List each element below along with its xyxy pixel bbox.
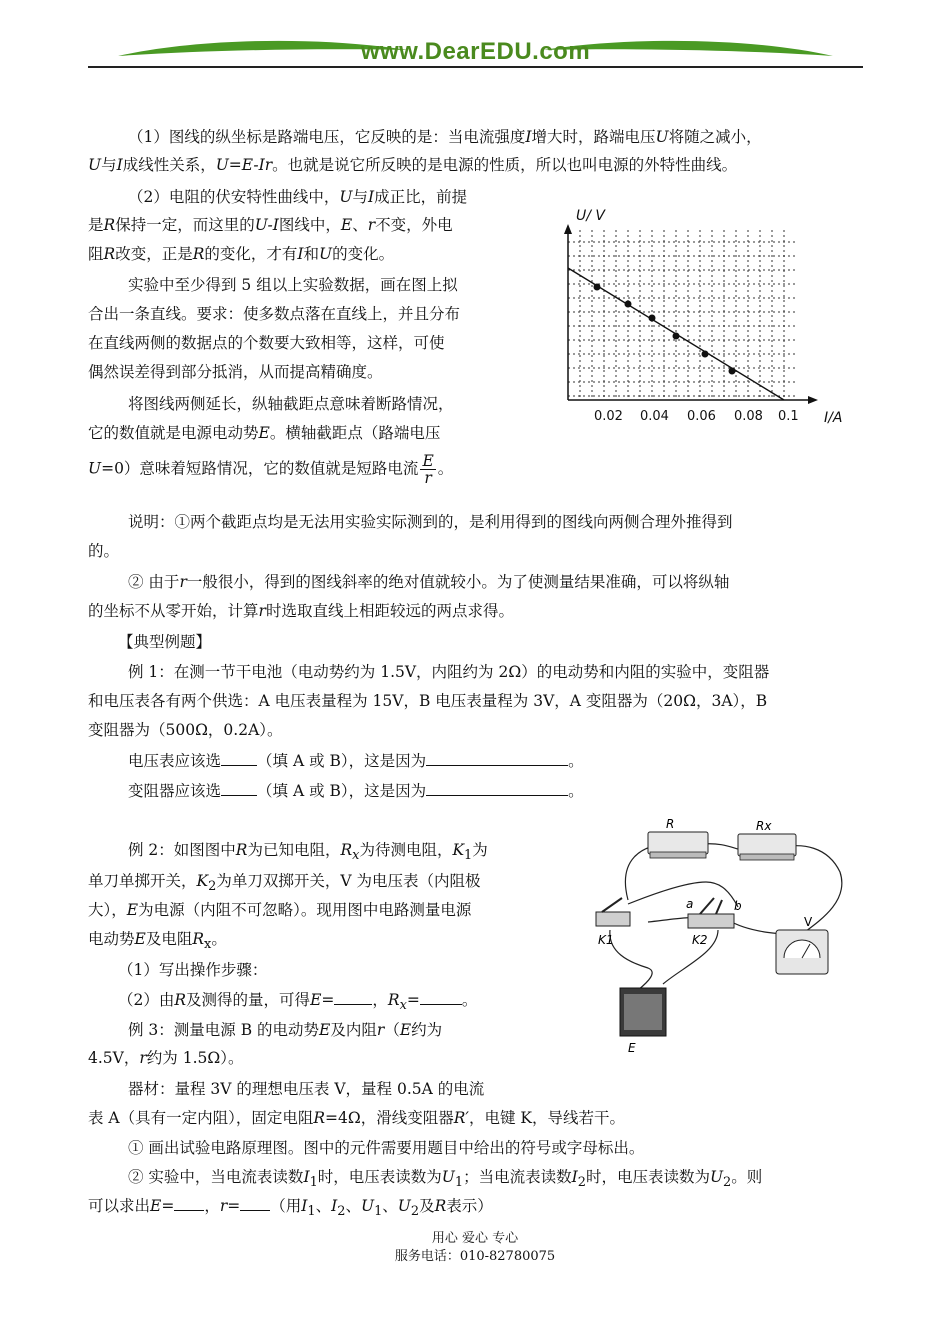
header-rule bbox=[88, 66, 863, 68]
data-point bbox=[673, 333, 680, 340]
ex1-line3: 变阻器为（500Ω，0.2A）。 bbox=[88, 721, 283, 739]
data-point bbox=[702, 351, 709, 358]
ex2-line1: 例 2：如图图中R为已知电阻，$R_x$为待测电阻，$K_1$为 bbox=[128, 841, 488, 864]
x-tick-label: 0.04 bbox=[640, 409, 669, 424]
ui-graph bbox=[560, 200, 860, 450]
ex2-step2: （2）由R及测得的量，可得E= ，$R_x=$ 。 bbox=[118, 988, 477, 1018]
graph-grid bbox=[568, 230, 798, 400]
answer-blank[interactable] bbox=[334, 988, 372, 1005]
x-tick-label: 0.08 bbox=[734, 409, 763, 424]
label-K2: K2 bbox=[692, 933, 708, 947]
ex3-line2: 4.5V，r约为 1.5Ω）。 bbox=[88, 1049, 244, 1067]
switch-K1 bbox=[596, 912, 630, 926]
footer-slogan: 用心 爱心 专心 bbox=[431, 1231, 519, 1246]
para3-line1: 实验中至少得到 5 组以上实验数据，画在图上拟 bbox=[128, 276, 458, 294]
ex3-line6: ② 实验中，当电流表读数$I_1$时，电压表读数为$U_1$；当电流表读数$I_2$时，电压表读数为$U_2$。则 bbox=[128, 1168, 763, 1191]
answer-blank[interactable] bbox=[240, 1194, 270, 1211]
section-title: 【典型例题】 bbox=[118, 633, 212, 651]
answer-blank[interactable] bbox=[426, 749, 568, 766]
label-K1: K1 bbox=[598, 933, 614, 947]
label-a: a bbox=[686, 897, 694, 911]
label-V: V bbox=[804, 915, 813, 929]
x-tick-label: 0.1 bbox=[778, 409, 799, 424]
graph-xlabel: I/A bbox=[824, 410, 843, 426]
x-tick-label: 0.06 bbox=[687, 409, 716, 424]
data-point bbox=[625, 301, 632, 308]
ex1-question1: 电压表应该选 （填 A 或 B），这是因为 。 bbox=[128, 749, 584, 773]
answer-blank[interactable] bbox=[420, 988, 462, 1005]
ex2-line3: 大），E为电源（内阻不可忽略）。现用图中电路测量电源 bbox=[88, 901, 472, 919]
para4-line3: U=0）意味着短路情况，它的数值就是短路电流 $\frac{E}{r}$ 。 bbox=[88, 452, 454, 487]
site-logo-text: www.DearEDU.com bbox=[360, 38, 591, 65]
graph-y-arrow bbox=[564, 224, 572, 234]
label-R: R bbox=[666, 817, 675, 831]
answer-blank[interactable] bbox=[221, 749, 257, 766]
note1-line1: 说明：①两个截距点均是无法用实验实际测到的，是利用得到的图线向两侧合理外推得到 bbox=[128, 513, 733, 531]
para4-line1: 将图线两侧延长，纵轴截距点意味着断路情况， bbox=[128, 395, 454, 413]
circuit-diagram bbox=[588, 812, 868, 1062]
answer-blank[interactable] bbox=[426, 779, 568, 796]
ex1-line2: 和电压表各有两个供选：A 电压表量程为 15V，B 电压表量程为 3V，A 变阻器为（20Ω，3A），B bbox=[88, 692, 768, 710]
switch-K2 bbox=[688, 914, 734, 928]
resistor-R bbox=[648, 832, 708, 854]
page-header bbox=[88, 28, 863, 72]
ex2-line4: 电动势E及电阻$R_x$。 bbox=[88, 930, 227, 953]
ex2-line2: 单刀单掷开关，$K_2$为单刀双掷开关，V 为电压表（内阻极 bbox=[88, 872, 481, 895]
label-Rx: Rx bbox=[756, 819, 772, 833]
label-b: b bbox=[734, 899, 742, 913]
para3-line3: 在直线两侧的数据点的个数要大致相等，这样，可使 bbox=[88, 334, 445, 352]
note2-line1: ② 由于r一般很小，得到的图线斜率的绝对值就较小。为了使测量结果准确，可以将纵轴 bbox=[128, 573, 730, 591]
ex3-line7: 可以求出E= ，r= （用$I_1$、$I_2$、$U_1$、$U_2$及R表示） bbox=[88, 1194, 493, 1224]
data-point bbox=[594, 284, 601, 291]
para2-line1: （2）电阻的伏安特性曲线中，U与I成正比，前提 bbox=[128, 188, 468, 206]
ex3-line5: ① 画出试验电路原理图。图中的元件需要用题目中给出的符号或字母标出。 bbox=[128, 1139, 645, 1157]
answer-blank[interactable] bbox=[221, 779, 257, 796]
ex3-line1: 例 3：测量电源 B 的电动势E及内阻r（E约为 bbox=[128, 1021, 443, 1039]
ex1-line1: 例 1：在测一节干电池（电动势约为 1.5V，内阻约为 2Ω）的电动势和内阻的实验中，变阻器 bbox=[128, 663, 770, 681]
graph-ylabel: U/ V bbox=[576, 208, 605, 224]
para3-line2: 合出一条直线。要求：使多数点落在直线上，并且分布 bbox=[88, 305, 461, 323]
para4-line2: 它的数值就是电源电动势E。横轴截距点（路端电压 bbox=[88, 424, 441, 442]
data-point bbox=[729, 368, 736, 375]
ex2-step1: （1）写出操作步骤： bbox=[118, 961, 268, 979]
para2-line2: 是R保持一定，而这里的U-I图线中，E、r不变，外电 bbox=[88, 216, 453, 234]
ex3-line4: 表 A（具有一定内阻），固定电阻R=4Ω，滑线变阻器R′，电键 K，导线若干。 bbox=[88, 1109, 625, 1127]
note2-line2: 的坐标不从零开始，计算r时选取直线上相距较远的两点求得。 bbox=[88, 602, 514, 620]
para3-line4: 偶然误差得到部分抵消，从而提高精确度。 bbox=[88, 363, 383, 381]
label-E: E bbox=[628, 1041, 636, 1055]
footer-phone: 服务电话：010-82780075 bbox=[394, 1249, 556, 1264]
para2-line3: 阻R改变，正是R的变化，才有I和U的变化。 bbox=[88, 245, 395, 263]
note1-line2: 的。 bbox=[88, 542, 120, 560]
para1-line2: U与I成线性关系，U=E-Ir。也就是说它所反映的是电源的性质，所以也叫电源的外特性曲线。 bbox=[88, 156, 738, 174]
fraction-E-over-r: $\frac{E}{r}$ bbox=[422, 452, 434, 487]
ex3-line3: 器材：量程 3V 的理想电压表 V，量程 0.5A 的电流 bbox=[128, 1080, 485, 1098]
x-tick-label: 0.02 bbox=[594, 409, 623, 424]
para1-line1: （1）图线的纵坐标是路端电压，它反映的是：当电流强度I增大时，路端电压U将随之减小， bbox=[128, 128, 762, 146]
ex1-question2: 变阻器应该选 （填 A 或 B），这是因为 。 bbox=[128, 779, 584, 803]
answer-blank[interactable] bbox=[174, 1194, 204, 1211]
graph-x-arrow bbox=[808, 396, 818, 404]
data-point bbox=[649, 315, 656, 322]
resistor-Rx bbox=[738, 834, 796, 856]
